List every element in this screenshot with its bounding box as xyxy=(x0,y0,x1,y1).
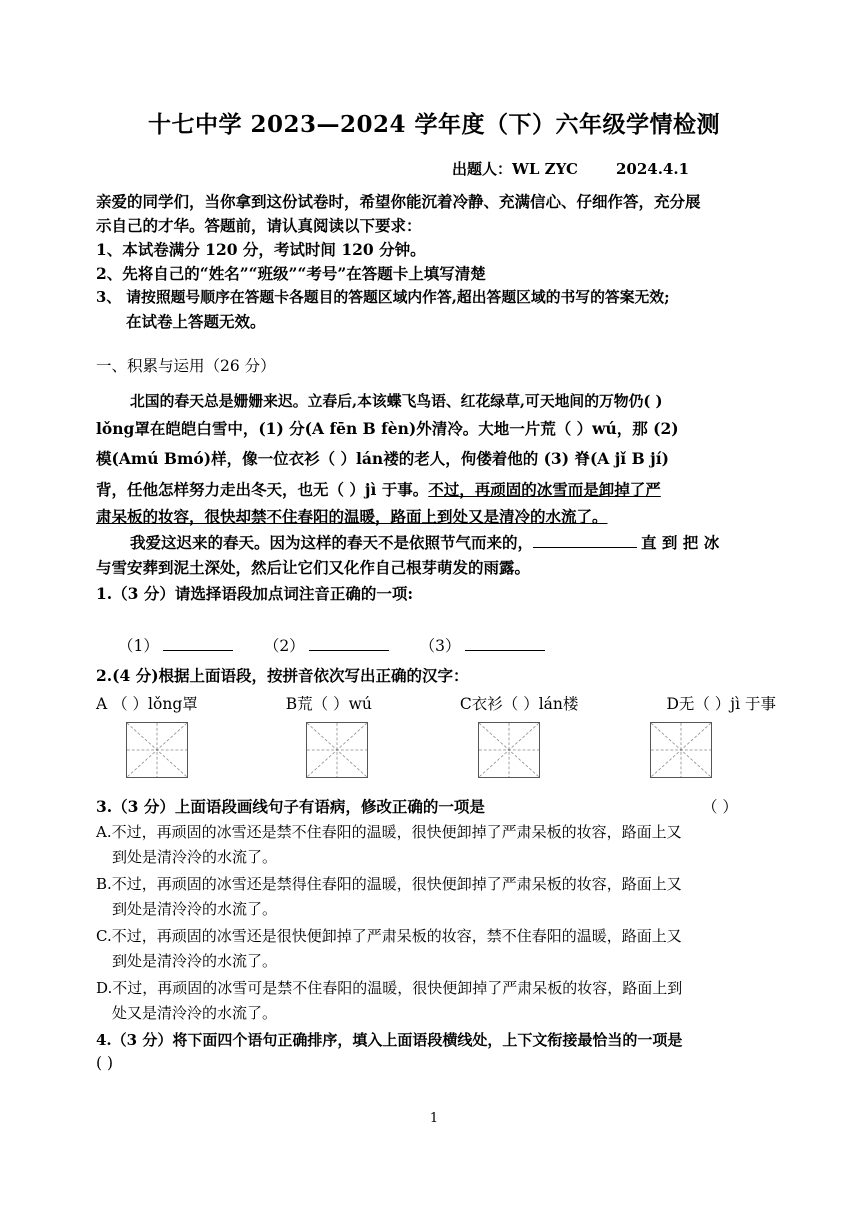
q1-blank-3[interactable] xyxy=(465,636,545,651)
passage-line-6 xyxy=(130,531,719,553)
question-2: 2.(4 分)根据上面语段，按拼音依次写出正确的汉字： xyxy=(96,666,469,685)
intro-line-1: 亲爱的同学们，当你拿到这份试卷时，希望你能沉着冷静、充满信心、仔细作答，充分展 xyxy=(96,192,701,211)
author: 出题人：WL ZYC xyxy=(452,160,578,178)
underlined-sentence-part-1: 不过，再顽固的冰雪而是卸掉了严 xyxy=(428,480,661,499)
passage-line-6-start: 我爱这迟来的春天。因为这样的春天不是依照节气而来的， xyxy=(130,533,534,552)
q3-option-a: A.不过，再顽固的冰雪还是禁不住春阳的温暖，很快便卸掉了严肃呆板的妆容，路面上又 xyxy=(96,823,682,841)
exam-meta xyxy=(452,158,689,179)
question-1: 1.（3 分）请选择语段加点词注音正确的一项: xyxy=(96,584,414,603)
passage-line-3: 模(Amú Bmó)样，像一位衣衫（ ）lán褛的老人，佝偻着他的 (3) 脊(A jǐ B jí) xyxy=(96,449,669,468)
intro-line-2: 示自己的才华。答题前，请认真阅读以下要求： xyxy=(96,216,422,235)
q3-option-d-cont: 处又是清泠泠的水流了。 xyxy=(112,1004,278,1022)
requirement-3: 3、 请按照题号顺序在答题卡各题目的答题区域内作答,超出答题区域的书写的答案无效; xyxy=(96,289,670,306)
passage-line-1: 北国的春天总是姗姗来迟。立春后,本该蝶飞鸟语、红花绿草,可天地间的万物仍( ) xyxy=(130,393,663,410)
q2-option-a: A （ ）lǒng罩 xyxy=(96,695,198,713)
writing-grid-box-c[interactable] xyxy=(478,722,540,778)
q1-blank-2[interactable] xyxy=(309,636,389,651)
underlined-sentence-part-2: 肃呆板的妆容，很快却禁不住春阳的温暖，路面上到处又是清冷的水流了。 xyxy=(96,507,608,526)
q3-option-a-cont: 到处是清泠泠的水流了。 xyxy=(112,848,278,866)
q3-option-b: B.不过，再顽固的冰雪还是禁得住春阳的温暖，很快便卸掉了严肃呆板的妆容，路面上又 xyxy=(96,875,682,893)
q3-answer-paren[interactable]: （ ） xyxy=(702,798,738,816)
q2-option-b: B荒（ ）wú xyxy=(285,695,372,713)
writing-grid-box-b[interactable] xyxy=(306,722,368,778)
q1-blank-1[interactable] xyxy=(163,636,233,651)
page-title: 十七中学 2023—2024 学年度（下）六年级学情检测 xyxy=(147,111,721,138)
q3-option-b-cont: 到处是清泠泠的水流了。 xyxy=(112,900,278,918)
passage-line-4-start: 背，任他怎样努力走出冬天，也无（ ）jì 于事。 xyxy=(96,480,429,499)
q3-option-c: C.不过，再顽固的冰雪还是很快便卸掉了严肃呆板的妆容，禁不住春阳的温暖，路面上又 xyxy=(96,927,682,945)
q1-label-1: （1） xyxy=(118,637,159,655)
section-heading: 一、积累与运用（26 分） xyxy=(96,357,276,375)
q2-options xyxy=(96,692,776,714)
requirement-2: 2、先将自己的“姓名”“班级”“考号”在答题卡上填写清楚 xyxy=(96,264,486,283)
q3-option-c-cont: 到处是清泠泠的水流了。 xyxy=(112,952,278,970)
question-3: 3.（3 分）上面语段画线句子有语病，修改正确的一项是 xyxy=(96,797,485,816)
writing-grid-box-d[interactable] xyxy=(650,722,712,778)
fill-blank-line[interactable] xyxy=(533,533,637,548)
passage-line-6-end: 直 到 把 冰 xyxy=(641,533,720,552)
page-number: 1 xyxy=(429,1111,439,1126)
passage-line-2: lǒng罩在皑皑白雪中，(1) 分(A fēn B fèn)外清冷。大地一片荒（ ）wú，那 (2) xyxy=(96,419,679,438)
passage-line-7: 与雪安葬到泥土深处，然后让它们又化作自己根芽萌发的雨露。 xyxy=(96,558,531,577)
passage-line-4 xyxy=(96,478,661,500)
requirement-3-cont: 在试卷上答题无效。 xyxy=(126,312,266,331)
q3-option-d: D.不过，再顽固的冰雪可是禁不住春阳的温暖，很快便卸掉了严肃呆板的妆容，路面上到 xyxy=(96,979,683,997)
requirement-1: 1、本试卷满分 120 分，考试时间 120 分钟。 xyxy=(96,240,426,259)
q2-option-c: C衣衫（ ）lán楼 xyxy=(459,695,579,713)
q1-label-3: （3） xyxy=(419,637,461,655)
exam-date: 2024.4.1 xyxy=(615,160,690,178)
q4-answer-paren[interactable]: ( ) xyxy=(96,1054,114,1072)
q1-answers xyxy=(118,634,545,656)
q2-option-d: D无（ ）jì 于事 xyxy=(666,695,776,713)
question-4: 4.（3 分）将下面四个语句正确排序，填入上面语段横线处，上下文衔接最恰当的一项是 xyxy=(96,1031,683,1049)
writing-grid-box-a[interactable] xyxy=(126,722,188,778)
q1-label-2: （2） xyxy=(263,637,305,655)
